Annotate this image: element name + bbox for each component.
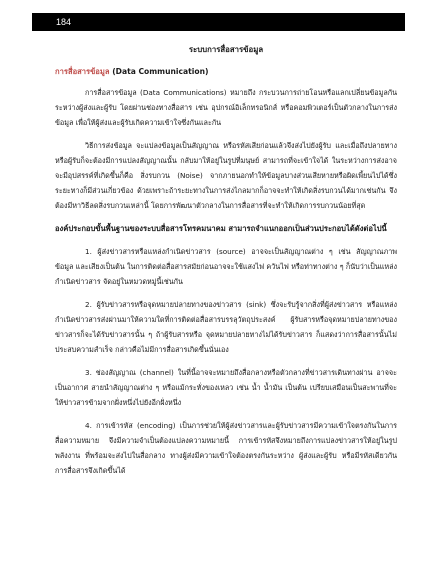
paragraph-definition: การสื่อสารข้อมูล (Data Communications) หมายถึง กระบวนการถ่ายโอนหรือแลกเปลี่ยนข้อมูลกันระหว่างผู้ส่งและผู้รับ โดยผ่านช่องทางสื่อสาร เช่น อุปกรณ์อิเล็กทรอนิกส์ หรือคอมพิวเตอร์เป็นตัวกลางในการส่งข้อมูล เพื่อให้ผู้ส่งและผู้รับเกิดความเข้าใจซึ่งกันและกัน	[55, 88, 397, 127]
list-item: 2. ผู้รับข่าวสารหรือจุดหมายปลายทางของข่าวสาร (sink) ซึ่งจะรับรู้จากสิ่งที่ผู้ส่งข่าวสาร หรือแหล่งกำเนิดข่าวสารส่งผ่านมาให้ความใดที่การติดต่อสื่อสารบรรลุวัตถุประสงค์ ผู้รับสารหรือจุดหมายปลายทางของข่าวสารก็จะได้รับข่าวสารนั้น ๆ ถ้าผู้รับสารหรือ จุดหมายปลายทางไม่ได้รับข่าวสาร ก็แสดงว่าการสื่อสารนั้นไม่ประสบความสำเร็จ กล่าวคือไม่มีการสื่อสารเกิดขึ้นนั่นเอง	[55, 300, 397, 354]
list-item: 3. ช่องสัญญาณ (channel) ในที่นี้อาจจะหมายถึงสื่อกลางหรือตัวกลางที่ข่าวสารเดินทางผ่าน อาจจะเป็นอากาศ สายนำสัญญาณต่าง ๆ หรือแม้กระทั่งของเหลว เช่น น้ำ น้ำมัน เป็นต้น เปรียบเสมือนเป็นสะพานที่จะให้ข่าวสารข้ามจากฝั่งหนึ่งไปยังอีกฝั่งหนึ่ง	[55, 368, 397, 407]
paragraph-transmission: วิธีการส่งข้อมูล จะแปลงข้อมูลเป็นสัญญาณ หรือรหัสเสียก่อนแล้วจึงส่งไปยังผู้รับ และเมื่อถึงปลายทางหรือผู้รับก็จะต้องมีการแปลงสัญญาณนั้น กลับมาให้อยู่ในรูปที่มนุษย์ สามารถที่จะเข้าใจได้ ในระหว่างการส่งอาจจะมีอุปสรรค์ที่เกิดขึ้นก็คือ สิ่งรบกวน (Noise) จากภายนอกทำให้ข้อมูลบางส่วนเสียหายหรือผิดเพี้ยนไปได้ซึ่งระยะทางก็มีส่วนเกี่ยวข้อง ด้วยเพราะถ้าระยะทางในการส่งไกลมากก็อาจจะทำให้เกิดสิ่งรบกวนได้มากเช่นกัน จึงต้องมีหาวิธีลดสิ่งรบกวนเหล่านี้ โดยการพัฒนาตัวกลางในการสื่อสารที่จะทำให้เกิดการรบกวนน้อยที่สุด	[55, 141, 397, 210]
page-number-bar	[32, 13, 405, 31]
components-heading: องค์ประกอบขั้นพื้นฐานของระบบสื่อสารโทรคมนาคม สามารถจำแนกออกเป็นส่วนประกอบได้ดังต่อไปนี้	[55, 224, 387, 233]
page-number: 184	[56, 17, 72, 27]
list-item: 4. การเข้ารหัส (encoding) เป็นการช่วยให้ผู้ส่งข่าวสารและผู้รับข่าวสารมีความเข้าใจตรงกันในการสื่อความหมาย จึงมีความจำเป็นต้องแปลงความหมายนี้ การเข้ารหัสจึงหมายถึงการแปลงข่าวสารให้อยู่ในรูปพลังงาน ที่พร้อมจะส่งไปในสื่อกลาง ทางผู้ส่งมีความเข้าใจต้องตรงกันระหว่าง ผู้ส่งและผู้รับ หรือมีรหัสเดียวกัน การสื่อสารจึงเกิดขึ้นได้	[55, 421, 397, 475]
section-heading	[55, 64, 397, 79]
list-item: 1. ผู้ส่งข่าวสารหรือแหล่งกำเนิดข่าวสาร (source) อาจจะเป็นสัญญาณต่าง ๆ เช่น สัญญาณภาพ ข้อมูล และเสียงเป็นต้น ในการติดต่อสื่อสารสมัยก่อนอาจจะใช้แสงไฟ ควันไฟ หรือท่าทางต่าง ๆ ก็นับว่าเป็นแหล่งกำเนิดข่าวสาร จัดอยู่ในหมวดหมู่นี้เช่นกัน	[55, 247, 397, 286]
section-heading-thai: การสื่อสารข้อมูล	[55, 67, 110, 76]
section-heading-english: (Data Communication)	[112, 67, 209, 76]
document-title: ระบบการสื่อสารข้อมูล	[188, 45, 264, 54]
document-body	[55, 42, 397, 486]
components-list	[55, 244, 397, 478]
